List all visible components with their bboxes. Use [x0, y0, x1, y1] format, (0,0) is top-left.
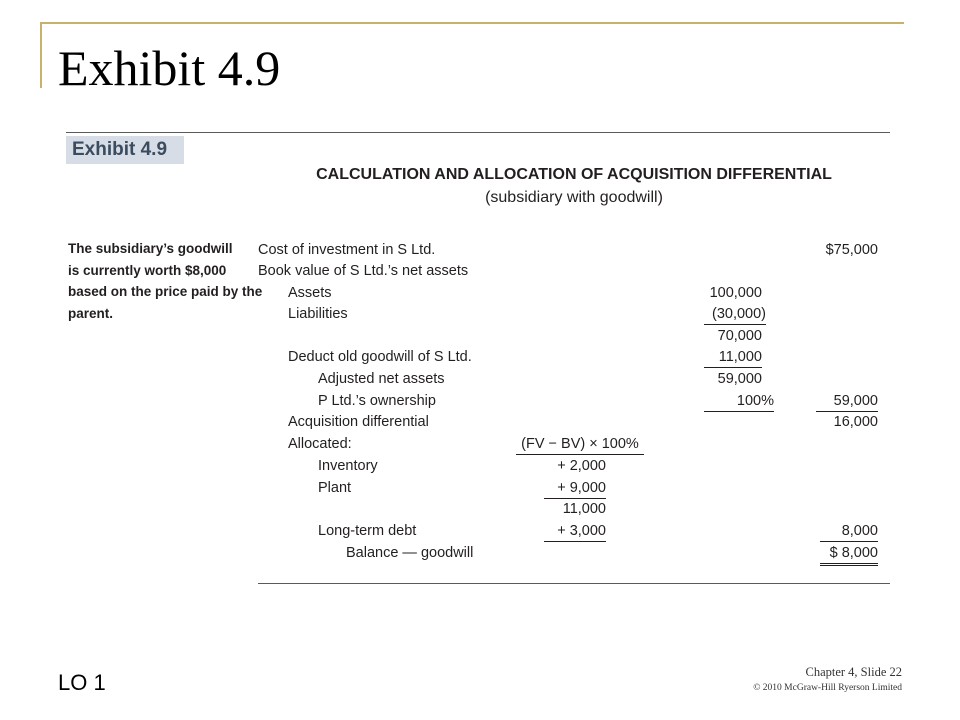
- right-amount: 16,000: [833, 414, 878, 430]
- exhibit-bottom-rule: [258, 583, 890, 584]
- row-label: Plant: [318, 480, 352, 496]
- fv-amount: + 2,000: [557, 458, 606, 474]
- side-note-line: based on the price paid by the: [68, 284, 263, 299]
- copyright-notice: © 2010 McGraw-Hill Ryerson Limited: [753, 683, 902, 693]
- right-amount: 8,000: [820, 521, 878, 542]
- mid-amount: (30,000): [704, 304, 766, 325]
- right-amount: 59,000: [816, 391, 878, 412]
- exhibit-label: Exhibit 4.9: [66, 136, 184, 164]
- row-label: Balance — goodwill: [346, 545, 474, 561]
- slide-title: Exhibit 4.9: [58, 40, 281, 96]
- mid-amount: 70,000: [717, 328, 762, 344]
- row-label: Long-term debt: [318, 523, 417, 539]
- side-note-line: The subsidiary’s goodwill: [68, 241, 233, 256]
- row-label: Assets: [288, 285, 332, 301]
- row-label: Adjusted net assets: [318, 371, 445, 387]
- fv-bv-header: (FV − BV) × 100%: [516, 434, 644, 455]
- right-amount: $75,000: [825, 242, 878, 258]
- exhibit-subheading: (subsidiary with goodwill): [485, 189, 663, 206]
- row-label: Deduct old goodwill of S Ltd.: [288, 349, 472, 365]
- side-note-line: parent.: [68, 305, 114, 321]
- exhibit-heading: CALCULATION AND ALLOCATION OF ACQUISITION DIFFERENTIAL: [316, 166, 832, 183]
- row-label: Acquisition differential: [288, 414, 429, 430]
- mid-amount: 100,000: [709, 285, 762, 301]
- learning-objective-label: LO 1: [58, 670, 106, 695]
- row-label: Liabilities: [288, 306, 348, 322]
- row-label: P Ltd.’s ownership: [318, 393, 436, 409]
- goodwill-balance: $ 8,000: [820, 543, 878, 566]
- fv-amount: 11,000: [562, 501, 606, 517]
- mid-amount: 59,000: [717, 371, 762, 387]
- row-label: Allocated:: [288, 436, 352, 452]
- row-label: Cost of investment in S Ltd.: [258, 242, 436, 258]
- row-label: Inventory: [318, 458, 378, 474]
- fv-amount: + 9,000: [544, 478, 606, 499]
- mid-amount: 100%: [704, 391, 774, 412]
- side-note-line: is currently worth $8,000: [68, 262, 227, 278]
- row-label: Book value of S Ltd.’s net assets: [258, 263, 469, 279]
- slide-number: Chapter 4, Slide 22: [805, 665, 902, 679]
- mid-amount: 11,000: [704, 347, 762, 368]
- fv-amount: + 3,000: [544, 521, 606, 542]
